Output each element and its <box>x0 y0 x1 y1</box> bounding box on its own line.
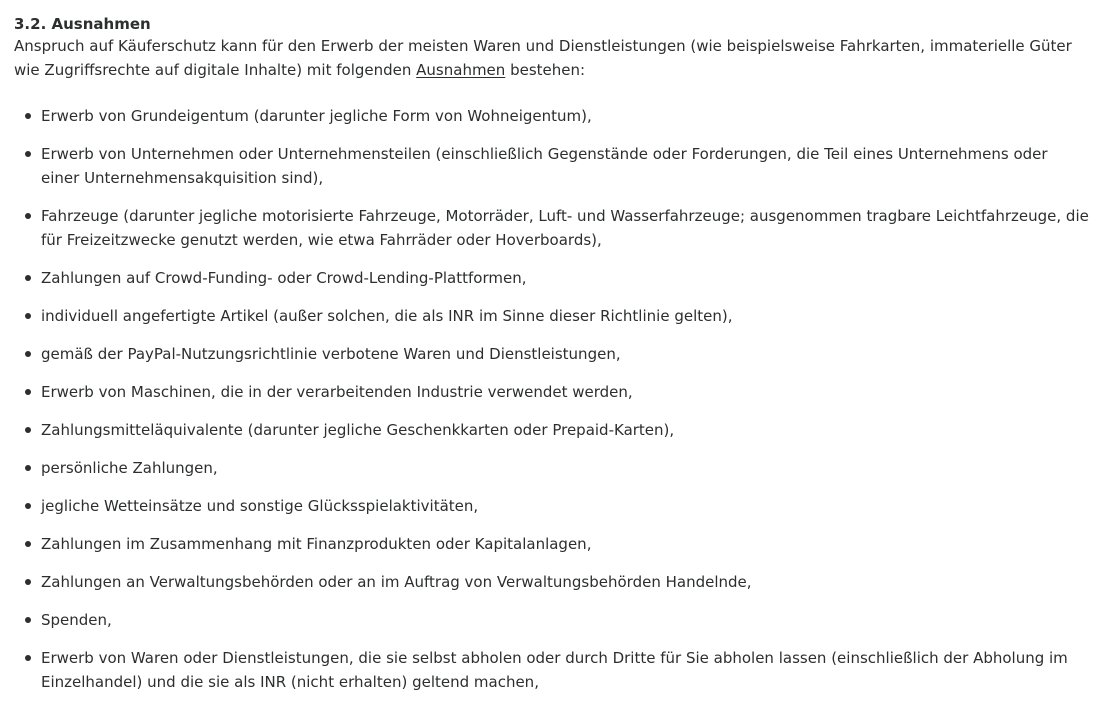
list-item: Fahrzeuge (darunter jegliche motorisierte Fahrzeuge, Motorräder, Luft- und Wasserfahrzeuge; ausgenommen tragbare Leichtfahrzeuge, die für Freizeitzwecke genutzt werden, wie etwa Fahrräder oder Hoverboards), <box>14 204 1090 252</box>
list-item: individuell angefertigte Artikel (außer solchen, die als INR im Sinne dieser Richtlinie gelten), <box>14 304 1090 328</box>
list-item: Erwerb von Waren oder Dienstleistungen, die sie selbst abholen oder durch Dritte für Sie abholen lassen (einschließlich der Abholung im Einzelhandel) und die sie als INR (nicht erhalten) geltend machen, <box>14 646 1090 694</box>
intro-text-start: Anspruch auf Käuferschutz kann für den Erwerb der meisten Waren und Dienstleistungen (wie beispielsweise Fahrkarten, immaterielle Güter wie Zugriffsrechte auf digitale Inhalte) mit folgenden <box>14 37 1072 79</box>
exclusions-list <box>14 104 1090 708</box>
list-item: Zahlungsmitteläquivalente (darunter jegliche Geschenkkarten oder Prepaid-Karten), <box>14 418 1090 442</box>
intro-paragraph <box>14 34 1094 82</box>
list-item: Erwerb von Grundeigentum (darunter jegliche Form von Wohneigentum), <box>14 104 1090 128</box>
list-item: Erwerb von Unternehmen oder Unternehmensteilen (einschließlich Gegenstände oder Forderungen, die Teil eines Unternehmens oder einer Unternehmensakquisition sind), <box>14 142 1090 190</box>
list-item: gemäß der PayPal-Nutzungsrichtlinie verbotene Waren und Dienstleistungen, <box>14 342 1090 366</box>
section-title: 3.2. Ausnahmen <box>14 15 151 33</box>
list-item: jegliche Wetteinsätze und sonstige Glücksspielaktivitäten, <box>14 494 1090 518</box>
list-item: Erwerb von Maschinen, die in der verarbeitenden Industrie verwendet werden, <box>14 380 1090 404</box>
exclusions-link[interactable]: Ausnahmen <box>416 61 506 79</box>
list-item: Spenden, <box>14 608 1090 632</box>
list-item: Zahlungen auf Crowd-Funding- oder Crowd-Lending-Plattformen, <box>14 266 1090 290</box>
list-item: Zahlungen im Zusammenhang mit Finanzprodukten oder Kapitalanlagen, <box>14 532 1090 556</box>
list-item: persönliche Zahlungen, <box>14 456 1090 480</box>
intro-text-end: bestehen: <box>505 61 586 79</box>
list-item: Zahlungen an Verwaltungsbehörden oder an im Auftrag von Verwaltungsbehörden Handelnde, <box>14 570 1090 594</box>
